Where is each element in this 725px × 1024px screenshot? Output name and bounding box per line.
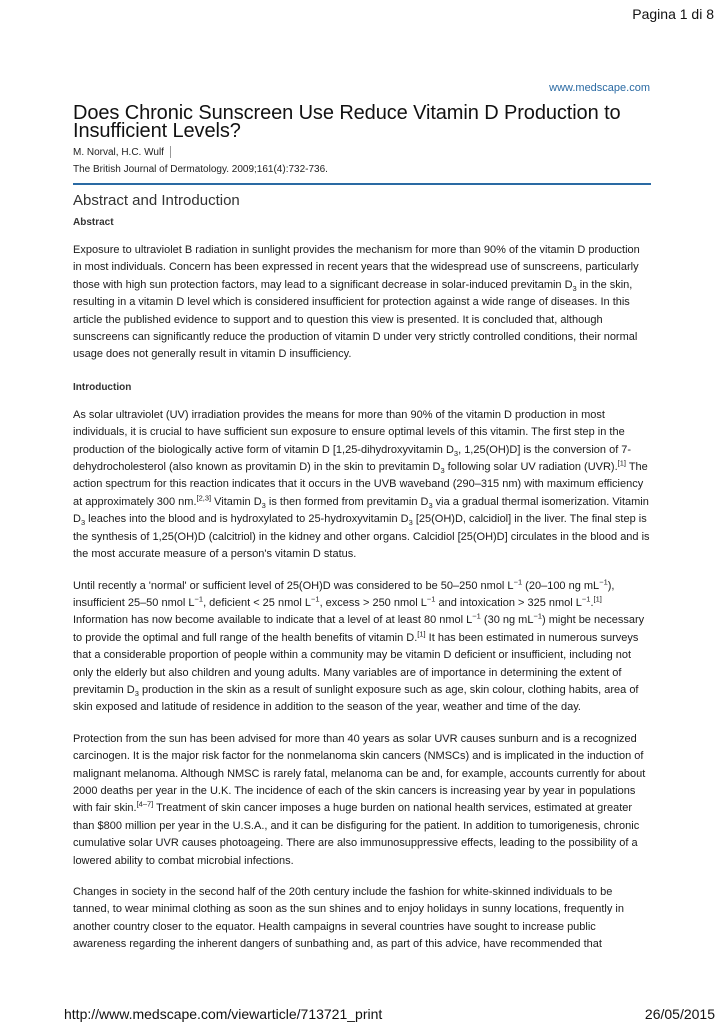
title-divider (73, 183, 651, 185)
section-title: Abstract and Introduction (73, 192, 240, 209)
authors-separator (170, 146, 171, 158)
intro-paragraph-2: Until recently a 'normal' or sufficient level of 25(OH)D was considered to be 50–250 nmol $L^{-1}$ (20–100 ng $mL^{-1}$), insufficient 25–50 nmol $L^{-1}$, deficient < 25 nmol $L^{-1}$, excess > 250 nmol $L^{-1}$ and intoxication > 325 nmol $L^{-1}.[1]$ Information has now become available to indicate that a level of at least 80 nmol $L^{-1}$ (30 ng $mL^{-1}$) might be necessary to provide the optimal and full range of the health benefits of vitamin D.[1] It has been estimated in numerous surveys that a considerable proportion of people within a community may be vitamin D deficient or insufficient, including not only the elderly but also children and young adults. Many variables are of importance in determining the extent of previtamin $D_3$ production in the skin as a result of sunlight exposure such as age, skin colour, clothing habits, area of skin exposed and latitude of residence in addition to the season of the year, weather and time of the day. (73, 576, 645, 714)
intro-paragraph-4: Changes in society in the second half of the 20th century include the fashion for white-skinned individuals to be tanned, to wear minimal clothing as soon as the sun shines and to enjoy holidays in sunny locations, frequently in another country closer to the equator. Health campaigns in several countries have sought to increase public awareness regarding the inherent dangers of sunbathing and, as part of this advice, have recommended that (73, 886, 624, 951)
article-title: Does Chronic Sunscreen Use Reduce Vitamin D Production to Insufficient Levels? (73, 102, 621, 142)
intro-paragraph-1: As solar ultraviolet (UV) irradiation provides the means for more than 90% of the vitamin D production in most individuals, it is crucial to have sufficient sun exposure to ensure optimal levels of this vitamin. The first step in the production of the biologically active form of vitamin D [1,25-dihydroxyvitamin $D_3$, 1,25(OH)D] is the conversion of 7-dehydrocholesterol (also known as provitamin D) in the skin to previtamin $D_3$ following solar UV radiation (UVR).[1] The action spectrum for this reaction indicates that it occurs in the UVB waveband (290–315 nm) with maximum efficiency at approximately 300 nm.[2,3] Vitamin $D_3$ is then formed from previtamin $D_3$ via a gradual thermal isomerization. Vitamin $D_3$ leaches into the blood and is hydroxylated to 25-hydroxyvitamin $D_3$ [25(OH)D, calcidiol] in the liver. The final step is the synthesis of 1,25(OH)D (calcitriol) in the kidney and other organs. Calcidiol [25(OH)D] circulates in the blood and is the most accurate measure of a person's vitamin D status. (73, 408, 650, 561)
article-content (73, 104, 651, 954)
authors-text: M. Norval, H.C. Wulf (73, 147, 164, 158)
article-authors (73, 146, 651, 160)
introduction-heading: Introduction (73, 381, 132, 393)
footer-date: 26/05/2015 (644, 1006, 715, 1022)
abstract-heading: Abstract (73, 217, 114, 228)
citation-link[interactable]: [1] (617, 458, 626, 468)
abstract-paragraph: Exposure to ultraviolet B radiation in sunlight provides the mechanism for more than 90% of the vitamin D production in most individuals. Concern has been expressed in recent years that the widespread use of sunscreens, particularly those with high sun protection factors, may lead to a significant decrease in solar-induced previtamin $D_3$ in the skin, resulting in a vitamin D level which is considered insufficient for protection against a wide range of diseases. In this article the published evidence to support and to question this view is presented. It is concluded that, although sunscreens can significantly reduce the production of vitamin D under very strictly controlled conditions, their normal usage does not generally result in vitamin D insufficiency. (73, 244, 640, 361)
page-number-label: Pagina 1 di 8 (632, 6, 714, 22)
citation-link[interactable]: [2,3] (196, 493, 212, 503)
footer-url[interactable]: http://www.medscape.com/viewarticle/713721_print (64, 1006, 383, 1022)
site-url-link[interactable]: www.medscape.com (549, 82, 650, 94)
citation-link[interactable]: [4–7] (136, 799, 154, 809)
article-citation: The British Journal of Dermatology. 2009;161(4):732-736. (73, 164, 328, 175)
citation-link[interactable]: [1] (593, 594, 602, 604)
citation-link[interactable]: [1] (417, 629, 426, 639)
intro-paragraph-3: Protection from the sun has been advised for more than 40 years as solar UVR causes sunburn and is a recognized carcinogen. It is the major risk factor for the nonmelanoma skin cancers (NMSCs) and is implicated in the induction of malignant melanoma. Although NMSC is rarely fatal, melanoma can be and, for example, accounts currently for about 2000 deaths per year in the U.K. The incidence of each of the skin cancers is increasing year by year in populations with fair skin.[4–7] Treatment of skin cancer imposes a huge burden on national health services, estimated at greater than $800 million per year in the U.S.A., and it can be disfiguring for the patient. In addition to tumorigenesis, chronic cumulative solar UVR causes photoageing. There are also immunosuppressive effects, leading to the possibility of a lowered ability to combat microbial infections. (73, 732, 646, 867)
